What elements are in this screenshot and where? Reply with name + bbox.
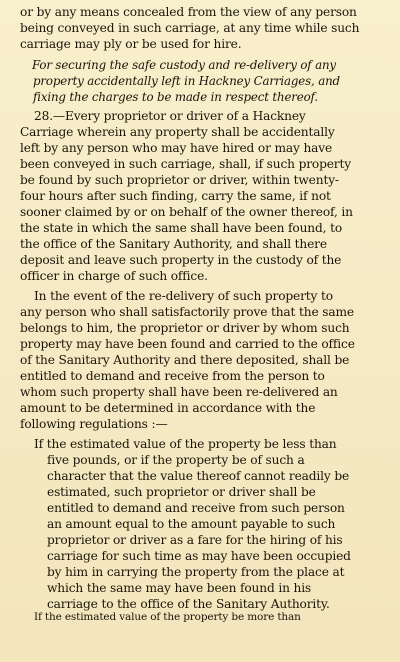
text-line: five pounds, or if the property be of such a [47,453,305,467]
text-line: by him in carrying the property from the place at [47,565,345,579]
text-line: left by any person who may have hired or may have [20,141,333,155]
text-line: If the estimated value of the property be more than [34,611,301,623]
text-line: whom such property shall have been re-delivered an [20,385,338,399]
text-line: officer in charge of such office. [20,269,208,283]
text-line: estimated, such proprietor or driver shall be [47,485,316,499]
text-line: or by any means concealed from the view of any person [20,5,357,19]
text-line: be found by such proprietor or driver, within twenty- [20,173,339,187]
text-line: been conveyed in such carriage, shall, if such property [20,157,351,171]
text-line: deposit and leave such property in the custody of the [20,253,342,267]
text-line: of the Sanitary Authority and there deposited, shall be [20,353,350,367]
text-line: entitled to demand and receive from the person to [20,369,325,383]
text-line: proprietor or driver as a fare for the hiring of his [47,533,343,547]
heading-line: fixing the charges to be made in respect thereof. [33,90,318,104]
text-line: the office of the Sanitary Authority, and shall there [20,237,327,251]
text-line: carriage to the office of the Sanitary Authority. [47,597,330,611]
text-line: Carriage wherein any property shall be accidentally [20,125,335,139]
text-line: four hours after such finding, carry the same, if not [20,189,331,203]
text-line: amount to be determined in accordance with the [20,401,316,415]
text-line: sooner claimed by or on behalf of the owner thereof, in [20,205,353,219]
heading-line: property accidentally left in Hackney Carriages, and [33,74,340,88]
text-line: If the estimated value of the property be less than [34,437,337,451]
text-line: carriage for such time as may have been occupied [47,549,351,563]
text-line: following regulations :— [20,417,168,431]
text-line: property may have been found and carried to the office [20,337,355,351]
text-line: In the event of the re-delivery of such property to [34,289,333,303]
heading-line: For securing the safe custody and re-delivery of any [32,58,336,72]
text-line: carriage may ply or be used for hire. [20,37,242,51]
text-line: entitled to demand and receive from such person [47,501,345,515]
text-line: 28.—Every proprietor or driver of a Hackney [34,109,306,123]
text-line: any person who shall satisfactorily prove that the same [20,305,354,319]
text-line: which the same may have been found in his [47,581,312,595]
text-line: the state in which the same shall have been found, to [20,221,343,235]
text-line: belongs to him, the proprietor or driver by whom such [20,321,350,335]
text-line: being conveyed in such carriage, at any time while such [20,21,360,35]
text-line: an amount equal to the amount payable to such [47,517,336,531]
text-line: character that the value thereof cannot readily be [47,469,350,483]
